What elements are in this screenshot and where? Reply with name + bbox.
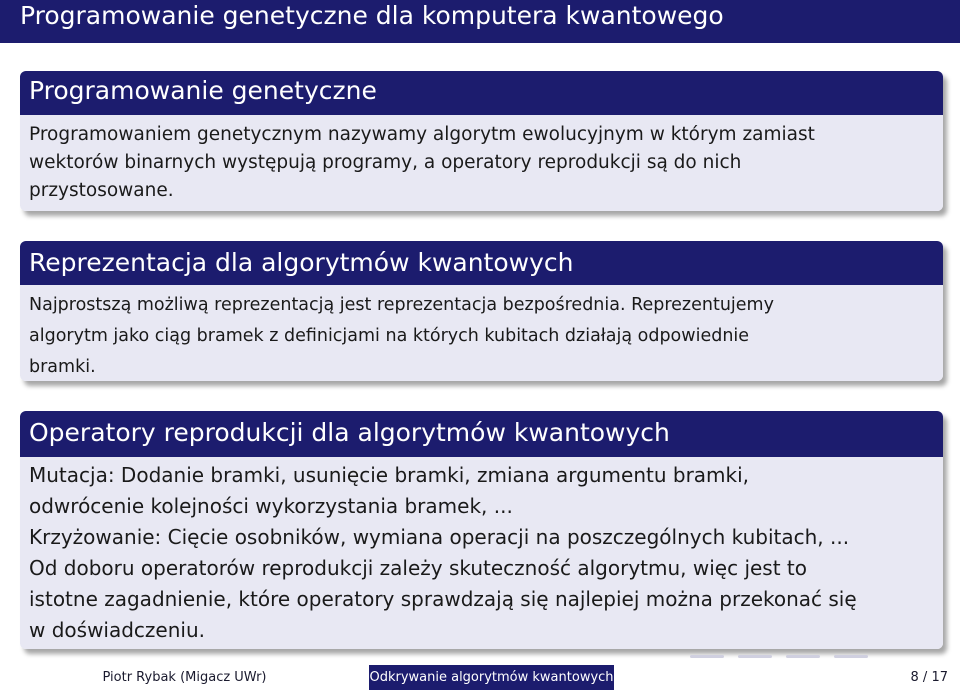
- block-body: [20, 115, 943, 211]
- beamer-navigation-symbols[interactable]: [690, 649, 868, 663]
- nav-document-icon[interactable]: [834, 655, 868, 658]
- body-line: Programowaniem genetycznym nazywamy algorytm ewolucyjnym w którym zamiast: [29, 124, 815, 145]
- body-line: w doświadczeniu.: [29, 618, 205, 642]
- frame-title: Programowanie genetyczne dla komputera kwantowego: [0, 0, 960, 43]
- footer-title: Odkrywanie algorytmów kwantowych: [369, 665, 614, 690]
- body-line: Mutacja: Dodanie bramki, usunięcie bramki, zmiana argumentu bramki,: [29, 463, 750, 487]
- body-line: przystosowane.: [29, 180, 174, 201]
- body-line: odwrócenie kolejności wykorzystania bramek, ...: [29, 494, 513, 518]
- block-reproduction-operators: [20, 411, 943, 649]
- footer: [0, 665, 960, 690]
- nav-frame-icon[interactable]: [690, 655, 724, 658]
- block-body: [20, 285, 943, 381]
- body-line: wektorów binarnych występują programy, a operatory reprodukcji są do nich: [29, 152, 742, 173]
- block-title: Reprezentacja dla algorytmów kwantowych: [20, 241, 943, 285]
- block-title: Programowanie genetyczne: [20, 71, 943, 115]
- body-line: istotne zagadnienie, które operatory sprawdzają się najlepiej można przekonać się: [29, 587, 857, 611]
- block-body: [20, 457, 943, 649]
- footer-pages-box: [614, 665, 960, 690]
- block-title: Operatory reprodukcji dla algorytmów kwantowych: [20, 411, 943, 457]
- body-line: Najprostszą możliwą reprezentacją jest reprezentacja bezpośrednia. Reprezentujemy: [29, 295, 774, 315]
- body-line: Od doboru operatorów reprodukcji zależy skuteczność algorytmu, więc jest to: [29, 556, 808, 580]
- body-line: bramki.: [29, 357, 96, 377]
- body-line: Krzyżowanie: Cięcie osobników, wymiana operacji na poszczególnych kubitach, ...: [29, 525, 850, 549]
- nav-subsection-icon[interactable]: [738, 655, 772, 658]
- block-genetic-programming: [20, 71, 943, 211]
- block-representation: [20, 241, 943, 381]
- footer-page-number: 8 / 17: [910, 670, 948, 685]
- body-line: algorytm jako ciąg bramek z definicjami na których kubitach działają odpowiednie: [29, 326, 750, 346]
- nav-section-icon[interactable]: [786, 655, 820, 658]
- footer-author: Piotr Rybak (Migacz UWr): [0, 665, 369, 690]
